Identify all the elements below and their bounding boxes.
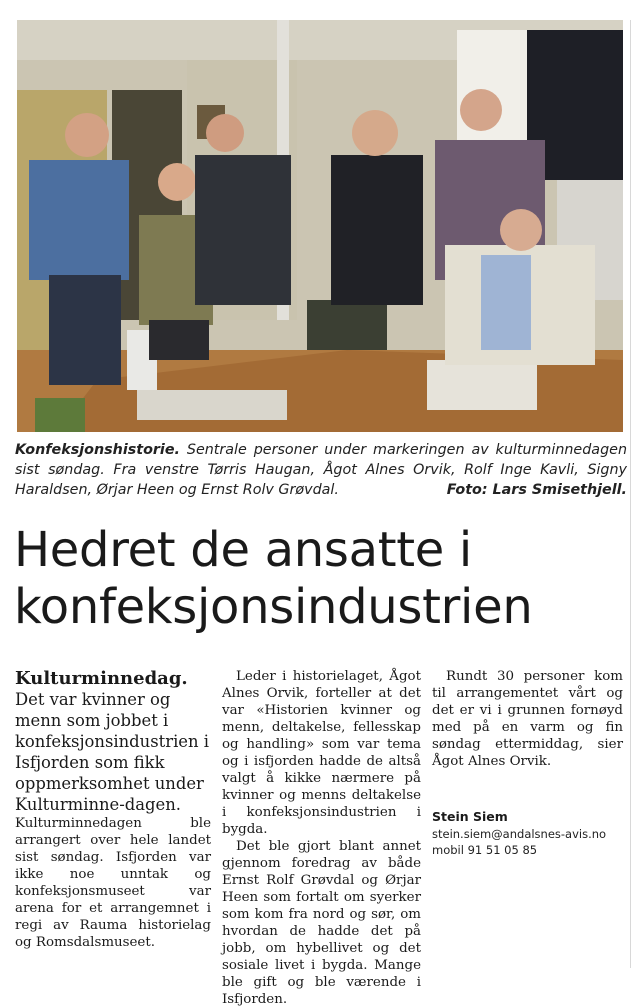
body-paragraph-4: Rundt 30 personer kom til arrangementet vårt og det er vi i grunnen fornøyd med på en varm og fin søndag ettermiddag, sier Ågot Alnes Orvik. <box>432 669 623 769</box>
byline <box>432 808 623 858</box>
article-column-2 <box>222 668 421 1008</box>
article-kicker: Kulturminnedag. <box>15 668 188 689</box>
page-edge-divider <box>630 20 631 968</box>
byline-author: Stein Siem <box>432 809 508 824</box>
body-paragraph-3: Det ble gjort blant annet gjennom foredrag av både Ernst Rolf Grøvdal og Ørjar Heen som fortalt om syerker som kom fra nord og sør, om hvordan de hadde det på jobb, om hybellivet og det sosiale livet i bygda. Mange ble gift og ble værende i Isfjorden. <box>222 839 421 1007</box>
byline-phone: mobil 91 51 05 85 <box>432 843 538 857</box>
body-paragraph-1: Kulturminnedagen ble arrangert over hele landet sist søndag. Isfjorden var ikke noe unntak og konfeksjonsmuseet var arena for et arrangemnet i regi av Rauma historielag og Romsdalsmuseet. <box>15 816 211 950</box>
article-column-1 <box>15 668 211 951</box>
article-intro: Det var kvinner og menn som jobbet i konfeksjonsindustrien i Isfjorden som fikk oppmerksomhet under Kulturminne-dagen. <box>15 690 210 814</box>
article-column-3 <box>432 668 623 858</box>
byline-email[interactable]: stein.siem@andalsnes-avis.no <box>432 827 607 841</box>
article-photo <box>17 20 623 432</box>
photo-caption <box>15 440 627 500</box>
photo-credit: Foto: Lars Smisethjell. <box>446 482 627 498</box>
body-paragraph-2: Leder i historielaget, Ågot Alnes Orvik, forteller at det var «Historien kvinner og menn, deltakelse, fellesskap og handling» som var tema og i isfjorden hadde de altså valgt å kikke nærmere på kvinner og menns deltakelse i konfeksjonsindustrien i bygda. <box>222 669 421 837</box>
article-headline: Hedret de ansatte i konfeksjonsindustrien <box>14 522 533 635</box>
workshop-group-photo <box>17 20 623 432</box>
caption-lead: Konfeksjonshistorie. <box>15 442 180 458</box>
caption-text: Sentrale personer under markeringen av kulturminnedagen sist søndag. Fra venstre Tørris Haugan, Ågot Alnes Orvik, Rolf Inge Kavli, Signy Haraldsen, Ørjar Heen og Ernst Rolv Grøvdal. <box>15 442 628 498</box>
